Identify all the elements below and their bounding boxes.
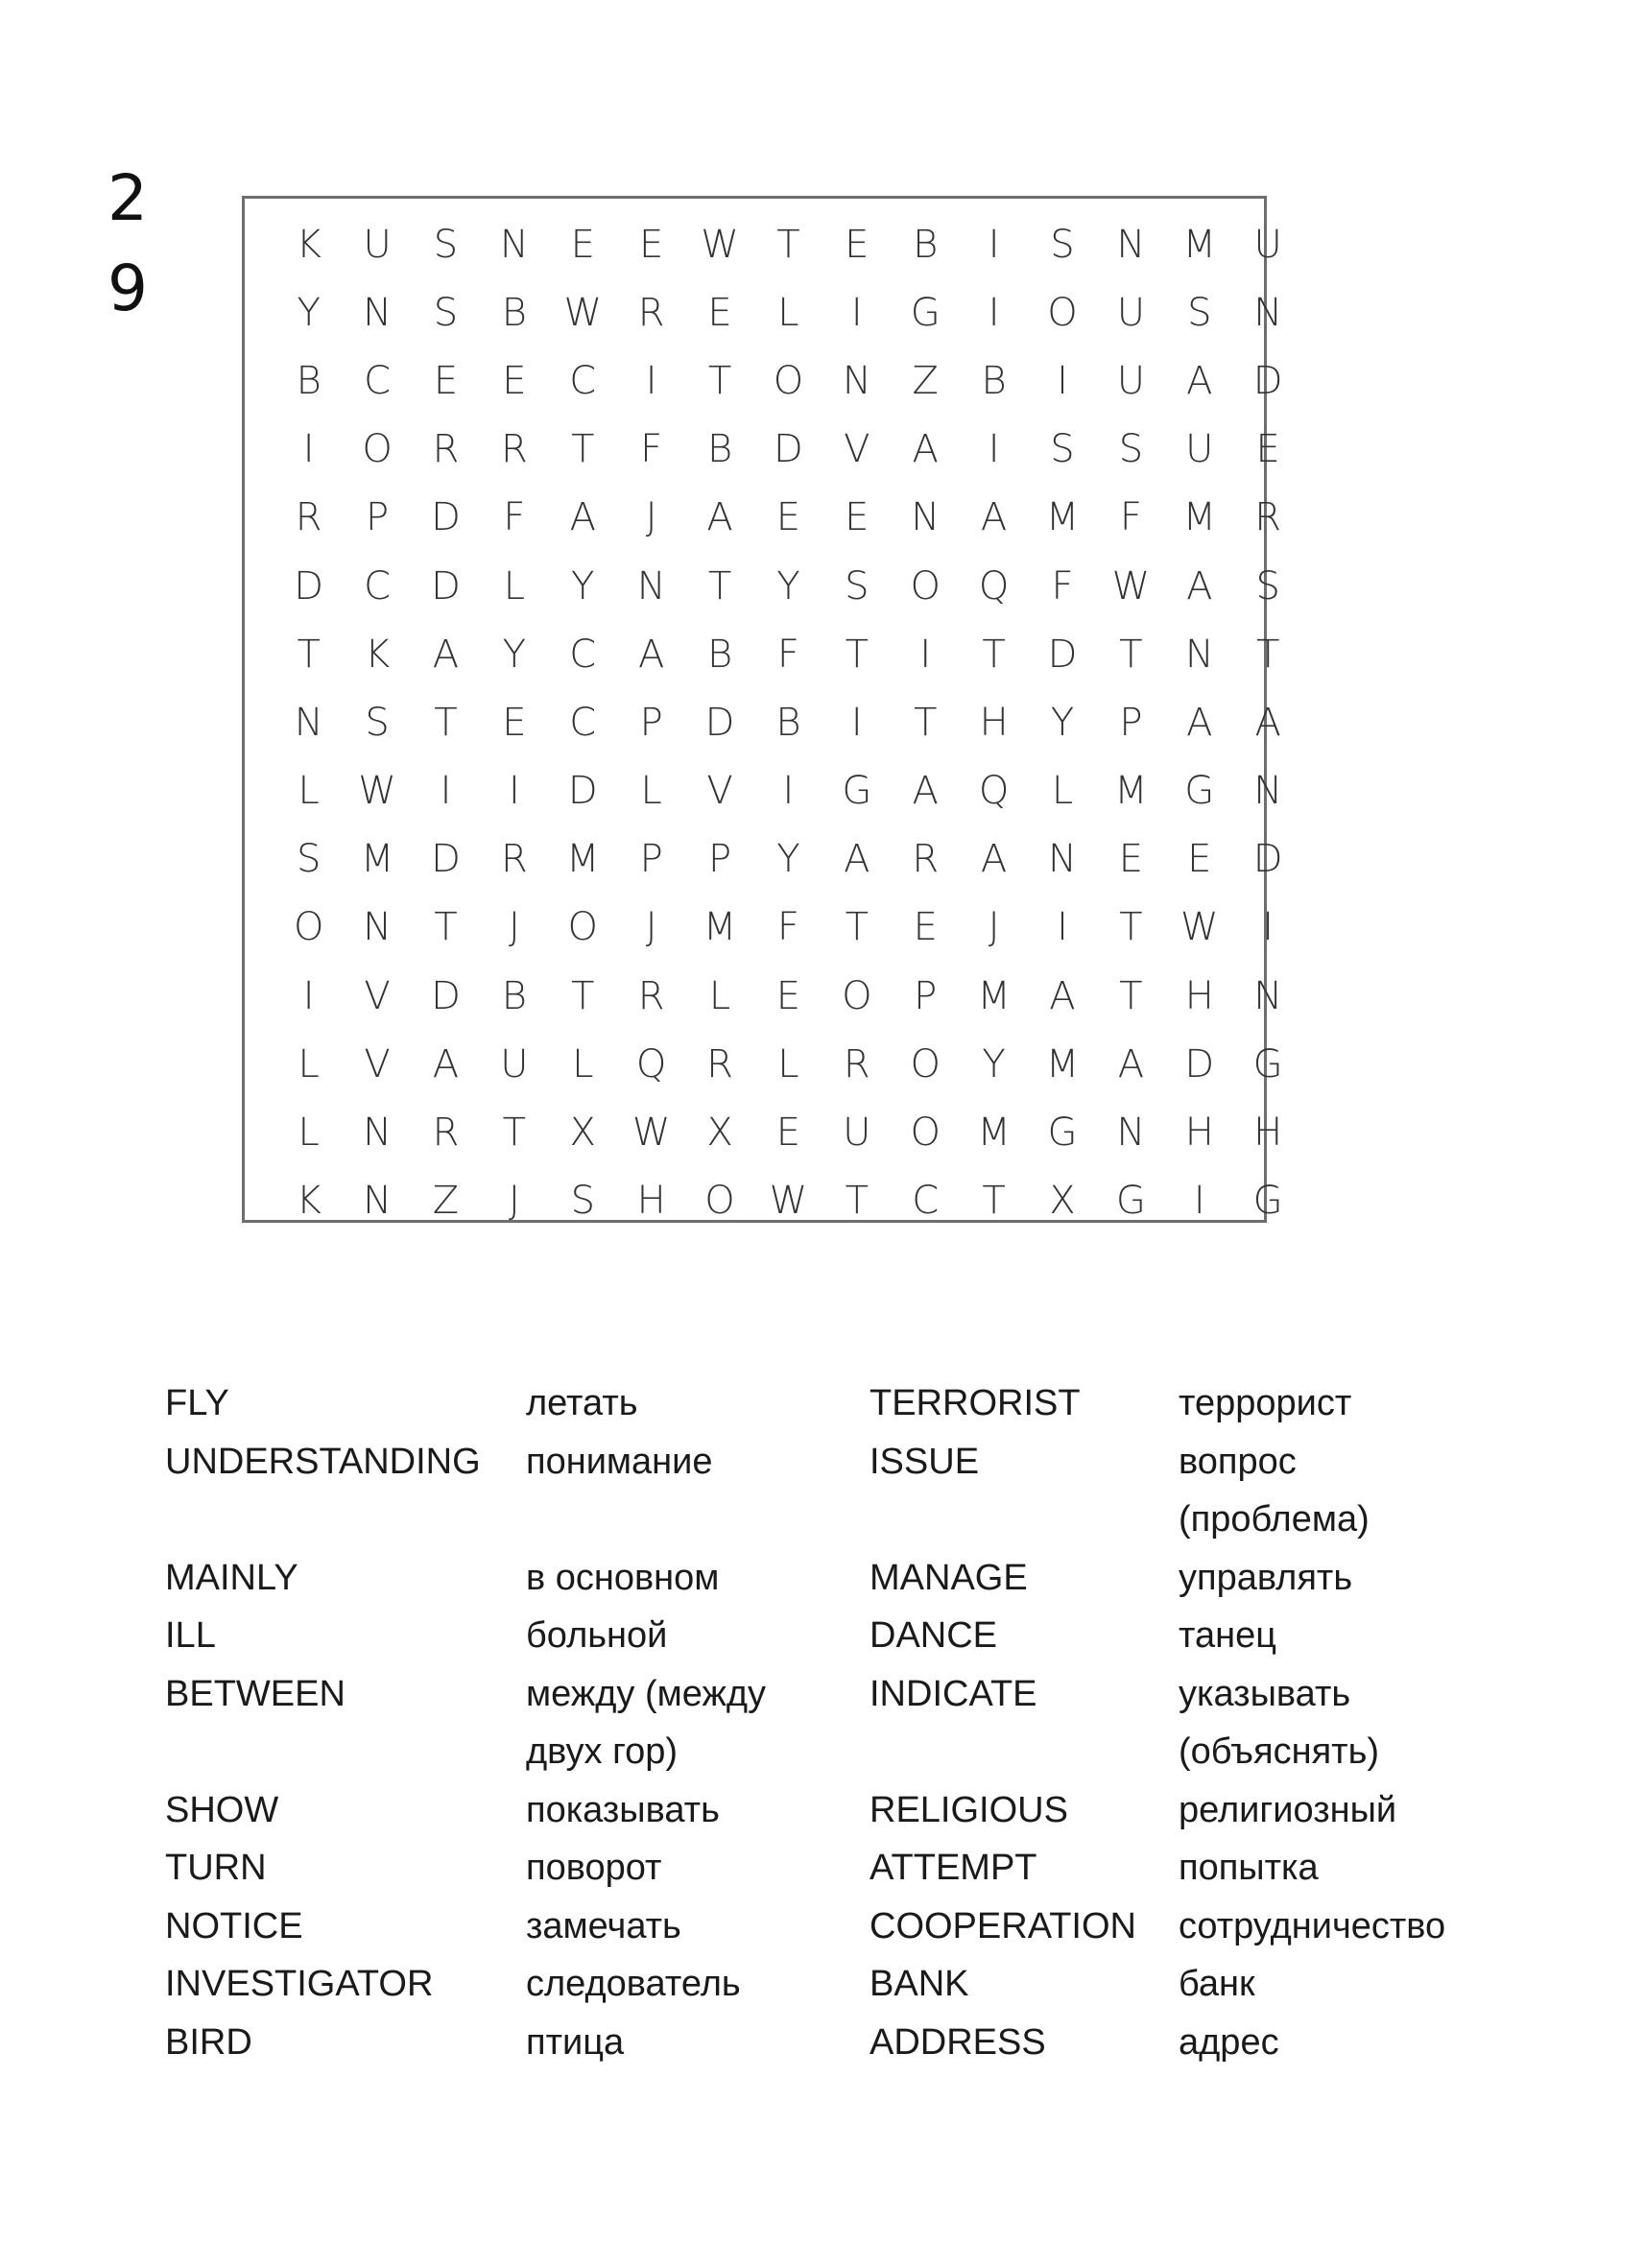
grid-letter: B	[706, 427, 733, 472]
grid-letter: D	[431, 973, 461, 1018]
word-search-frame	[242, 196, 1283, 1224]
grid-letter: N	[499, 222, 529, 267]
grid-letter: U	[363, 222, 392, 267]
vocabulary-list	[165, 1374, 1528, 2071]
grid-letter: E	[1118, 837, 1144, 882]
grid-letter: F	[776, 632, 799, 677]
grid-letter: A	[432, 1041, 460, 1086]
russian-translation-right: (проблема)	[1179, 1499, 1370, 1540]
grid-letter: C	[569, 632, 597, 677]
grid-letter: O	[1047, 290, 1078, 335]
russian-translation-left: в основном	[526, 1557, 720, 1598]
grid-letter: Y	[297, 290, 321, 335]
grid-letter: E	[502, 700, 527, 745]
grid-letter: V	[364, 973, 391, 1018]
grid-letter: S	[845, 563, 870, 609]
grid-letter: I	[1057, 358, 1068, 403]
grid-letter: F	[503, 495, 526, 540]
grid-letter: R	[295, 495, 322, 540]
english-word-left: SHOW	[165, 1789, 279, 1830]
grid-letter: N	[911, 495, 941, 540]
grid-letter: U	[1185, 427, 1214, 472]
grid-letter: B	[501, 290, 527, 335]
grid-letter: E	[775, 973, 801, 1018]
english-word-right: ISSUE	[870, 1441, 980, 1482]
grid-letter: B	[706, 632, 733, 677]
grid-letter: T	[845, 905, 870, 950]
grid-letter: A	[980, 495, 1008, 540]
grid-letter: R	[637, 290, 665, 335]
grid-letter: T	[571, 973, 595, 1018]
grid-letter: O	[362, 427, 393, 472]
grid-letter: J	[645, 495, 657, 540]
grid-letter: A	[637, 632, 665, 677]
grid-letter: X	[1049, 1179, 1076, 1224]
english-word-left: ILL	[165, 1615, 216, 1656]
grid-letter: M	[1045, 1041, 1080, 1086]
grid-letter: D	[567, 769, 598, 814]
grid-letter: T	[982, 1179, 1006, 1224]
grid-letter: A	[1186, 700, 1213, 745]
grid-letter: V	[706, 769, 733, 814]
grid-letter: J	[645, 905, 657, 950]
grid-letter: I	[988, 222, 1000, 267]
grid-letter: T	[913, 700, 938, 745]
grid-letter: I	[302, 427, 315, 472]
grid-letter: R	[500, 427, 528, 472]
grid-letter: G	[1252, 1179, 1283, 1224]
grid-letter: M	[1045, 495, 1080, 540]
grid-letter: H	[1184, 973, 1214, 1018]
grid-letter: B	[775, 700, 801, 745]
english-word-left	[165, 1723, 526, 1781]
grid-letter: J	[508, 905, 520, 950]
grid-letter: M	[1182, 495, 1217, 540]
grid-letter: V	[364, 1041, 391, 1086]
grid-letter: O	[704, 1179, 735, 1224]
english-word-left: TURN	[165, 1848, 267, 1888]
english-word-right: INDICATE	[870, 1673, 1037, 1714]
grid-letter: S	[365, 700, 390, 745]
grid-letter: L	[298, 1110, 320, 1156]
grid-letter: L	[708, 973, 731, 1018]
grid-letter: R	[1254, 495, 1282, 540]
grid-letter: K	[364, 632, 391, 677]
grid-letter: W	[631, 1110, 671, 1156]
grid-letter: G	[910, 290, 941, 335]
grid-letter: O	[842, 973, 872, 1018]
english-word-right: DANCE	[870, 1615, 998, 1656]
page-number-digit-2: 9	[107, 251, 148, 325]
russian-translation-right: террорист	[1179, 1383, 1352, 1423]
grid-letter: U	[1253, 222, 1282, 267]
grid-letter: D	[1184, 1041, 1215, 1086]
russian-translation-right: управлять	[1179, 1557, 1353, 1598]
grid-letter: B	[981, 358, 1007, 403]
grid-letter: D	[431, 837, 461, 882]
grid-letter: I	[782, 769, 795, 814]
grid-letter: D	[1252, 837, 1283, 882]
grid-letter: T	[845, 1179, 870, 1224]
grid-letter: E	[845, 495, 870, 540]
russian-translation-right: религиозный	[1179, 1789, 1397, 1830]
english-word-right: TERRORIST	[870, 1383, 1081, 1423]
grid-letter: N	[363, 905, 393, 950]
grid-letter: R	[912, 837, 940, 882]
grid-letter: Q	[978, 563, 1010, 609]
russian-translation-right: (объяснять)	[1179, 1731, 1380, 1772]
grid-letter: A	[980, 837, 1008, 882]
grid-letter: G	[1252, 1041, 1283, 1086]
grid-letter: M	[977, 1110, 1011, 1156]
grid-letter: O	[910, 1041, 941, 1086]
russian-translation-left: между (между	[526, 1673, 767, 1714]
grid-letter: I	[988, 290, 1000, 335]
grid-letter: E	[775, 495, 801, 540]
grid-letter: I	[1057, 905, 1068, 950]
grid-letter: I	[508, 769, 520, 814]
grid-letter: S	[1050, 222, 1075, 267]
english-word-right: ATTEMPT	[870, 1848, 1037, 1888]
grid-letter: F	[1119, 495, 1142, 540]
grid-letter: N	[636, 563, 666, 609]
grid-letter: A	[1254, 700, 1281, 745]
grid-letter: W	[358, 769, 396, 814]
grid-letter: M	[977, 973, 1011, 1018]
grid-letter: I	[919, 632, 932, 677]
grid-letter: R	[843, 1041, 870, 1086]
grid-letter: I	[645, 358, 657, 403]
grid-letter: R	[432, 1110, 460, 1156]
russian-translation-right: адрес	[1179, 2021, 1279, 2063]
grid-letter: B	[501, 973, 527, 1018]
grid-letter: N	[842, 358, 871, 403]
grid-letter: N	[363, 1179, 393, 1224]
grid-letter: C	[569, 700, 597, 745]
grid-letter: R	[637, 973, 665, 1018]
grid-letter: P	[707, 837, 732, 882]
english-word-right: ADDRESS	[870, 2021, 1046, 2063]
grid-letter: A	[844, 837, 870, 882]
grid-letter: N	[1253, 973, 1283, 1018]
english-word-left: BETWEEN	[165, 1673, 345, 1714]
grid-letter: U	[1116, 290, 1146, 335]
grid-letter: O	[773, 358, 804, 403]
grid-letter: N	[363, 1110, 393, 1156]
grid-letter: G	[842, 769, 872, 814]
russian-translation-right: попытка	[1179, 1848, 1319, 1888]
word-search-grid	[274, 210, 1302, 1235]
grid-letter: B	[913, 222, 939, 267]
english-word-right: COOPERATION	[870, 1905, 1136, 1946]
grid-letter: T	[1255, 632, 1280, 677]
english-word-right	[870, 1491, 1179, 1549]
grid-letter: G	[1115, 1179, 1146, 1224]
grid-letter: V	[844, 427, 870, 472]
grid-letter: T	[1119, 632, 1143, 677]
grid-letter: F	[1051, 563, 1074, 609]
grid-letter: N	[363, 290, 393, 335]
english-word-left: UNDERSTANDING	[165, 1441, 481, 1482]
russian-translation-left: следователь	[526, 1964, 741, 2004]
grid-letter: M	[1182, 222, 1217, 267]
grid-letter: F	[640, 427, 663, 472]
grid-letter: W	[701, 222, 739, 267]
russian-translation-right: сотрудничество	[1179, 1905, 1446, 1946]
grid-letter: N	[1116, 1110, 1146, 1156]
grid-letter: L	[572, 1041, 594, 1086]
grid-letter: Y	[776, 563, 800, 609]
grid-letter: R	[500, 837, 528, 882]
grid-letter: N	[1184, 632, 1214, 677]
english-word-left: INVESTIGATOR	[165, 1964, 434, 2004]
grid-letter: D	[1252, 358, 1283, 403]
russian-translation-left: птица	[526, 2021, 625, 2063]
russian-translation-right: указывать	[1179, 1673, 1351, 1714]
grid-letter: Z	[912, 358, 939, 403]
grid-letter: Z	[432, 1179, 460, 1224]
grid-letter: T	[502, 1110, 527, 1156]
grid-letter: L	[777, 1041, 799, 1086]
grid-letter: T	[845, 632, 870, 677]
grid-letter: T	[1119, 973, 1143, 1018]
grid-letter: W	[563, 290, 603, 335]
grid-letter: I	[1193, 1179, 1205, 1224]
english-word-right: RELIGIOUS	[870, 1789, 1068, 1830]
grid-letter: O	[910, 563, 941, 609]
grid-letter: E	[433, 358, 459, 403]
grid-letter: M	[566, 837, 600, 882]
grid-letter: E	[1255, 427, 1280, 472]
english-word-right: BANK	[870, 1964, 969, 2004]
grid-letter: H	[1184, 1110, 1214, 1156]
grid-letter: H	[979, 700, 1009, 745]
russian-translation-left: замечать	[526, 1905, 681, 1946]
grid-letter: T	[707, 563, 732, 609]
grid-letter: L	[503, 563, 526, 609]
grid-letter: G	[1184, 769, 1215, 814]
grid-letter: A	[1186, 358, 1213, 403]
grid-letter: P	[914, 973, 938, 1018]
russian-translation-left: понимание	[526, 1441, 713, 1482]
russian-translation-left: показывать	[526, 1789, 720, 1830]
grid-letter: I	[1262, 905, 1275, 950]
grid-letter: T	[434, 700, 458, 745]
grid-letter: P	[639, 837, 663, 882]
grid-letter: J	[508, 1179, 520, 1224]
grid-letter: T	[707, 358, 732, 403]
grid-letter: W	[1111, 563, 1151, 609]
russian-translation-left: поворот	[526, 1848, 662, 1888]
english-word-right	[870, 1723, 1179, 1781]
grid-letter: N	[1253, 769, 1283, 814]
grid-letter: A	[912, 427, 939, 472]
grid-letter: O	[910, 1110, 941, 1156]
english-word-left: NOTICE	[165, 1905, 303, 1946]
grid-letter: I	[850, 700, 863, 745]
grid-letter: D	[431, 495, 461, 540]
grid-letter: D	[704, 700, 735, 745]
grid-letter: I	[988, 427, 1000, 472]
grid-letter: B	[296, 358, 322, 403]
grid-letter: E	[570, 222, 595, 267]
grid-letter: E	[845, 222, 870, 267]
grid-letter: D	[1047, 632, 1078, 677]
grid-letter: N	[294, 700, 323, 745]
english-word-left	[165, 1491, 526, 1549]
grid-letter: T	[982, 632, 1006, 677]
grid-letter: P	[1119, 700, 1143, 745]
grid-letter: H	[1253, 1110, 1283, 1156]
grid-letter: Q	[635, 1041, 667, 1086]
grid-letter: N	[1253, 290, 1283, 335]
russian-translation-right: вопрос	[1179, 1441, 1297, 1482]
grid-letter: L	[640, 769, 662, 814]
grid-letter: C	[364, 358, 392, 403]
grid-letter: A	[706, 495, 733, 540]
grid-letter: U	[500, 1041, 529, 1086]
english-word-left: MAINLY	[165, 1557, 298, 1598]
grid-letter: S	[297, 837, 322, 882]
grid-letter: K	[296, 222, 322, 267]
grid-letter: P	[366, 495, 390, 540]
page-number-digit-1: 2	[107, 161, 148, 235]
grid-letter: Y	[571, 563, 595, 609]
grid-letter: Y	[1050, 700, 1075, 745]
russian-translation-left: больной	[526, 1615, 668, 1656]
grid-letter: A	[432, 632, 460, 677]
grid-letter: U	[1116, 358, 1146, 403]
grid-letter: E	[707, 290, 732, 335]
grid-letter: F	[776, 905, 799, 950]
grid-letter: P	[639, 700, 663, 745]
grid-letter: T	[776, 222, 800, 267]
grid-letter: E	[913, 905, 938, 950]
grid-letter: W	[769, 1179, 808, 1224]
grid-letter: E	[502, 358, 527, 403]
grid-letter: C	[569, 358, 597, 403]
grid-letter: L	[298, 769, 320, 814]
grid-letter: R	[432, 427, 460, 472]
grid-letter: W	[1179, 905, 1219, 950]
grid-letter: Y	[776, 837, 800, 882]
grid-letter: Y	[982, 1041, 1006, 1086]
grid-letter: T	[1119, 905, 1143, 950]
grid-letter: S	[433, 222, 459, 267]
grid-letter: M	[360, 837, 394, 882]
grid-letter: R	[706, 1041, 733, 1086]
grid-letter: X	[569, 1110, 596, 1156]
grid-letter: S	[570, 1179, 595, 1224]
grid-letter: L	[777, 290, 799, 335]
grid-letter: U	[843, 1110, 871, 1156]
grid-letter: D	[774, 427, 803, 472]
grid-letter: M	[1114, 769, 1148, 814]
grid-letter: A	[912, 769, 939, 814]
grid-letter: E	[775, 1110, 801, 1156]
grid-letter: T	[297, 632, 321, 677]
grid-letter: J	[988, 905, 1000, 950]
grid-letter: S	[1187, 290, 1212, 335]
grid-letter: N	[1048, 837, 1077, 882]
grid-letter: A	[1186, 563, 1213, 609]
russian-translation-left: летать	[526, 1383, 638, 1423]
russian-translation-left: двух гор)	[526, 1731, 679, 1772]
english-word-left: BIRD	[165, 2021, 252, 2063]
grid-letter: D	[294, 563, 324, 609]
grid-letter: T	[571, 427, 595, 472]
grid-letter: L	[298, 1041, 320, 1086]
grid-letter: X	[706, 1110, 733, 1156]
grid-letter: D	[431, 563, 461, 609]
grid-letter: I	[850, 290, 863, 335]
russian-translation-right: банк	[1179, 1964, 1255, 2004]
grid-letter: H	[636, 1179, 666, 1224]
grid-letter: T	[434, 905, 458, 950]
grid-letter: C	[364, 563, 392, 609]
grid-letter: O	[293, 905, 324, 950]
grid-letter: E	[639, 222, 664, 267]
grid-letter: I	[302, 973, 315, 1018]
grid-letter: S	[433, 290, 459, 335]
grid-letter: G	[1047, 1110, 1078, 1156]
russian-translation-right: танец	[1179, 1615, 1276, 1656]
grid-letter: I	[440, 769, 452, 814]
grid-letter: C	[912, 1179, 940, 1224]
grid-letter: A	[569, 495, 596, 540]
russian-translation-left	[526, 1491, 870, 1549]
grid-letter: E	[1187, 837, 1212, 882]
grid-letter: L	[1051, 769, 1074, 814]
grid-letter: M	[703, 905, 737, 950]
grid-letter: S	[1255, 563, 1280, 609]
grid-letter: A	[1117, 1041, 1145, 1086]
grid-letter: K	[296, 1179, 322, 1224]
grid-letter: S	[1118, 427, 1144, 472]
grid-letter: A	[1049, 973, 1076, 1018]
grid-letter: Y	[502, 632, 527, 677]
english-word-right: MANAGE	[870, 1557, 1028, 1598]
english-word-left: FLY	[165, 1383, 229, 1423]
grid-letter: N	[1116, 222, 1146, 267]
grid-letter: S	[1050, 427, 1075, 472]
grid-letter: O	[567, 905, 598, 950]
page-number	[104, 154, 152, 334]
grid-letter: Q	[978, 769, 1010, 814]
